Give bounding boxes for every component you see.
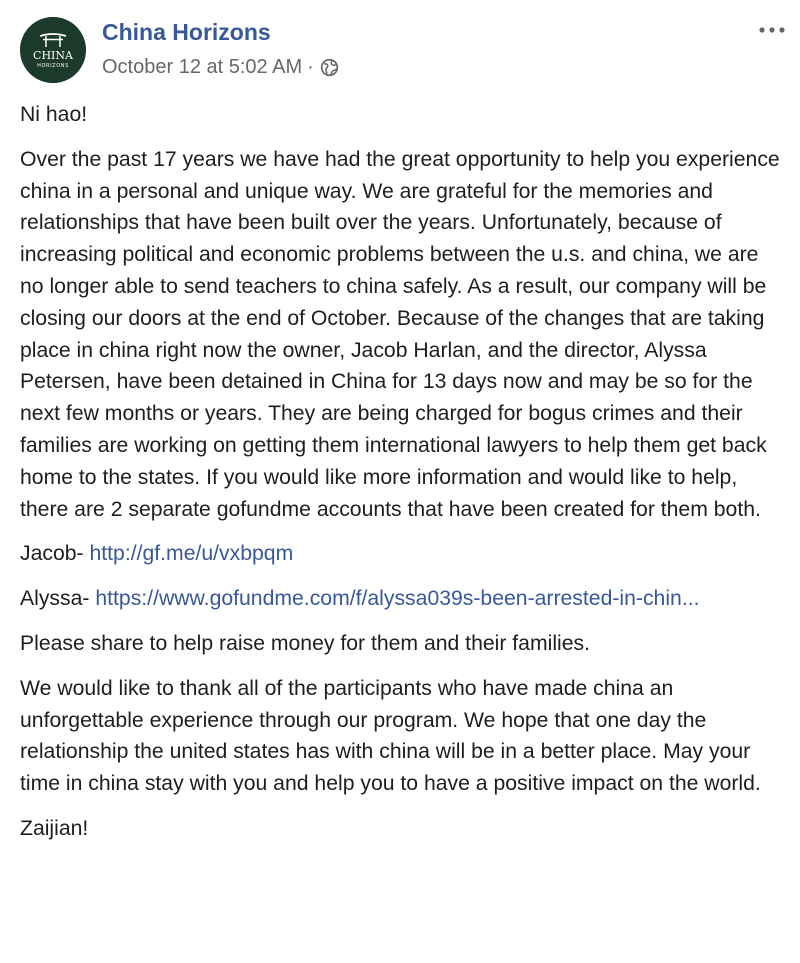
alyssa-line — [20, 583, 785, 615]
post-meta — [102, 56, 339, 79]
more-options-icon — [758, 26, 786, 34]
china-horizons-logo-icon — [20, 17, 86, 83]
post-header — [20, 14, 790, 86]
post-timestamp[interactable]: October 12 at 5:02 AM — [102, 56, 303, 78]
more-options-button[interactable] — [754, 18, 790, 42]
page-name-link[interactable]: China Horizons — [102, 19, 271, 45]
avatar-title: CHINA — [33, 49, 73, 62]
globe-icon[interactable] — [320, 58, 339, 77]
avatar-subtitle: HORIZONS — [37, 63, 69, 69]
page-avatar[interactable] — [20, 17, 86, 83]
meta-separator: · — [307, 56, 314, 78]
greeting-text: Ni hao! — [20, 103, 88, 126]
thanks-paragraph: We would like to thank all of the participants who have made china an unforgettable experience through our program. We hope that one day the relationship the united states has with china will be in a better place. May your time in china stay with you and help you to have a positive impact on the world. — [20, 676, 761, 796]
alyssa-label: Alyssa- — [20, 587, 96, 611]
farewell-text: Zaijian! — [20, 816, 89, 840]
jacob-line — [20, 538, 785, 570]
main-paragraph: Over the past 17 years we have had the great opportunity to help you experience china in a personal and unique way. We are grateful for the memories and relationships that have been built over the years. Unfortunately, because of increasing political and economic problems between the u.s. and china, we are no longer able to send teachers to china safely. As a result, our company will be closing our doors at the end of October. Because of the changes that are taking place in china right now the owner, Jacob Harlan, and the director, Alyssa Petersen, have been detained in China for 13 days now and may be so for the next few months or years. They are being charged for bogus crimes and their families are working on getting them international lawyers to help them get back home to the states. If you would like more information and would like to help, there are 2 separate gofundme accounts that have been created for them both. — [20, 147, 780, 521]
jacob-label: Jacob- — [20, 542, 90, 566]
post-body — [20, 99, 785, 858]
share-paragraph: Please share to help raise money for them and their families. — [20, 631, 590, 655]
jacob-gofundme-link[interactable]: http://gf.me/u/vxbpqm — [89, 542, 294, 566]
alyssa-gofundme-link[interactable]: https://www.gofundme.com/f/alyssa039s-been-arrested-in-chin... — [95, 587, 700, 611]
